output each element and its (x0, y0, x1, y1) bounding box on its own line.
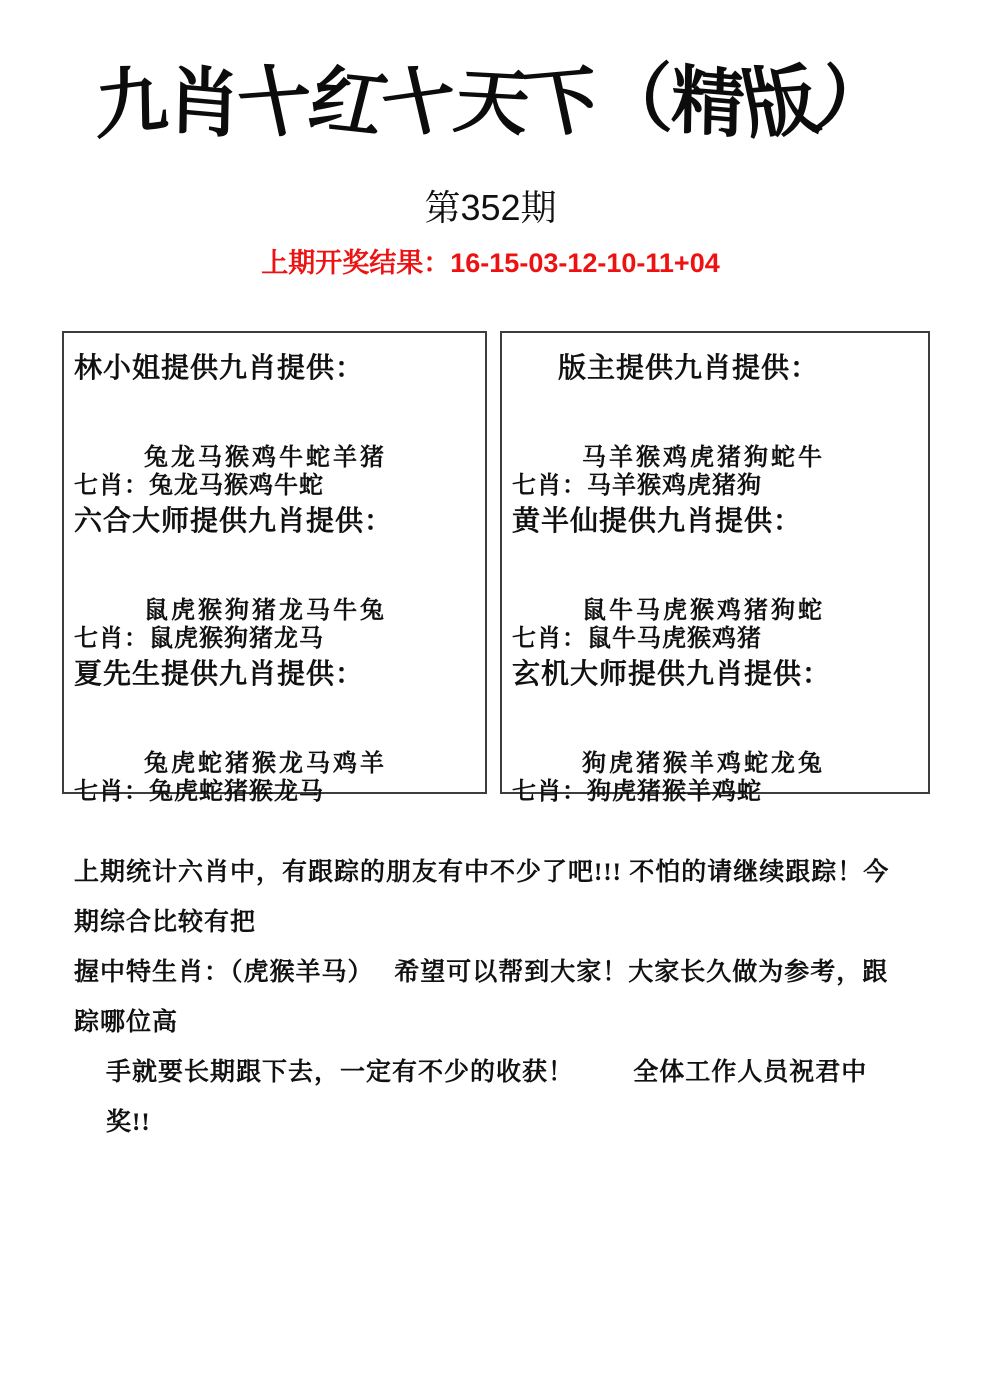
issue-number: 第352期 (424, 187, 557, 228)
seven-zodiac-line (74, 771, 324, 806)
nine-zodiac-line: 兔龙马猴鸡牛蛇羊猪 (144, 445, 387, 471)
provider-header: 林小姐提供九肖提供： (74, 353, 365, 384)
prediction-cell (64, 639, 485, 805)
prediction-grid (62, 331, 930, 805)
nine-zodiac-line: 鼠虎猴狗猪龙马牛兔 (144, 598, 387, 624)
last-draw-result-numbers: 16-15-03-12-10-11+04 (450, 248, 720, 278)
seven-zodiacs: 兔虎蛇猪猴龙马 (149, 779, 324, 805)
last-draw-result (0, 241, 981, 280)
provider-header: 夏先生提供九肖提供： (74, 659, 365, 690)
seven-label: 七肖： (512, 779, 587, 805)
provider-header: 版主提供九肖提供： (558, 353, 820, 384)
seven-label: 七肖： (512, 626, 587, 652)
last-draw-result-label: 上期开奖结果： (261, 248, 451, 278)
seven-zodiac-line (512, 771, 762, 806)
nine-zodiac-line: 狗虎猪猴羊鸡蛇龙兔 (582, 751, 825, 777)
seven-zodiacs: 狗虎猪猴羊鸡蛇 (587, 779, 762, 805)
provider-header: 六合大师提供九肖提供： (74, 506, 394, 537)
seven-zodiacs: 鼠牛马虎猴鸡猪 (587, 626, 762, 652)
prediction-cell (502, 333, 928, 499)
prediction-column-right (500, 331, 930, 805)
provider-header: 黄半仙提供九肖提供： (512, 506, 803, 537)
prediction-cell (64, 333, 485, 499)
nine-zodiac-line: 兔虎蛇猪猴龙马鸡羊 (144, 751, 387, 777)
prediction-column-left (62, 331, 487, 805)
seven-zodiacs: 鼠虎猴狗猪龙马 (149, 626, 324, 652)
footer-line-1: 上期统计六肖中，有跟踪的朋友有中不少了吧!!! 不怕的请继续跟踪！今期综合比较有把 (74, 859, 890, 936)
seven-zodiacs: 马羊猴鸡虎猪狗 (587, 473, 762, 499)
seven-label: 七肖： (512, 473, 587, 499)
seven-zodiacs: 兔龙马猴鸡牛蛇 (149, 473, 324, 499)
seven-label: 七肖： (74, 626, 149, 652)
prediction-cell (64, 486, 485, 652)
footer-line-3: 手就要长期跟下去，一定有不少的收获！ 全体工作人员祝君中奖!! (106, 1059, 868, 1136)
footer-line-2: 握中特生肖：（虎猴羊马） 希望可以帮到大家！大家长久做为参考，跟踪哪位高 (74, 959, 889, 1036)
prediction-cell (502, 486, 928, 652)
nine-zodiac-line: 马羊猴鸡虎猪狗蛇牛 (582, 445, 825, 471)
seven-label: 七肖： (74, 779, 149, 805)
nine-zodiac-line: 鼠牛马虎猴鸡猪狗蛇 (582, 598, 825, 624)
prediction-cell (502, 639, 928, 805)
provider-header: 玄机大师提供九肖提供： (512, 659, 832, 690)
page-title: 九肖十红十天下（精版） (94, 56, 897, 149)
footer-commentary (74, 848, 910, 1148)
seven-label: 七肖： (74, 473, 149, 499)
